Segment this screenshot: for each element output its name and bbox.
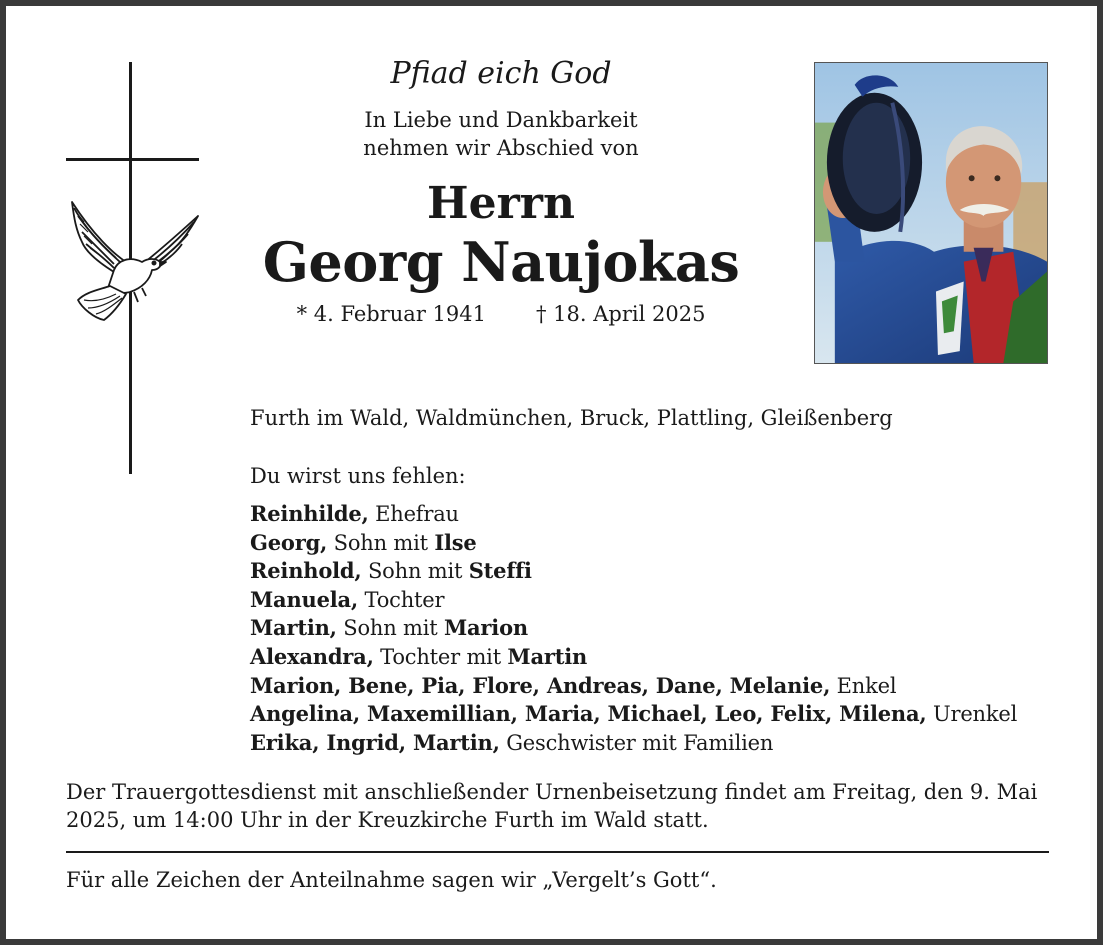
thanks-line: Für alle Zeichen der Anteilnahme sagen wir „Vergelt’s Gott“. xyxy=(66,868,717,892)
missing-line: Du wirst uns fehlen: xyxy=(250,464,466,488)
deceased-name: Georg Naujokas xyxy=(262,230,740,294)
divider xyxy=(66,851,1049,853)
list-item: Martin, Sohn mit Marion xyxy=(250,615,528,641)
list-item: Marion, Bene, Pia, Flore, Andreas, Dane, Melanie, Enkel xyxy=(250,672,897,698)
header-block xyxy=(226,54,776,328)
intro-text xyxy=(226,106,776,162)
list-item: Reinhilde, Ehefrau xyxy=(250,501,459,526)
birth-date: * 4. Februar 1941 xyxy=(296,302,486,326)
salutation: Herrn xyxy=(427,178,575,229)
family-list xyxy=(250,500,1017,757)
places-line: Furth im Wald, Waldmünchen, Bruck, Plattling, Gleißenberg xyxy=(250,406,893,430)
portrait-photo xyxy=(814,62,1048,364)
list-item: Reinhold, Sohn mit Steffi xyxy=(250,558,532,584)
death-date: † 18. April 2025 xyxy=(535,302,706,326)
life-dates xyxy=(226,300,776,328)
list-item: Angelina, Maxemillian, Maria, Michael, Leo, Felix, Milena, Urenkel xyxy=(250,701,1018,727)
intro-line-2: nehmen wir Abschied von xyxy=(363,136,639,160)
intro-line-1: In Liebe und Dankbarkeit xyxy=(364,108,638,132)
list-item: Georg, Sohn mit Ilse xyxy=(250,529,477,555)
service-announcement: Der Trauergottesdienst mit anschließender Urnenbeisetzung findet am Freitag, den 9. Mai 2025, um 14:00 Uhr in der Kreuzkirche Furth im Wald statt. xyxy=(66,780,1038,832)
dove-icon xyxy=(64,196,200,326)
cross-bar xyxy=(66,158,199,161)
list-item: Alexandra, Tochter mit Martin xyxy=(250,643,588,669)
list-item: Erika, Ingrid, Martin, Geschwister mit Familien xyxy=(250,729,774,755)
motto: Pfiad eich God xyxy=(390,56,612,91)
list-item: Manuela, Tochter xyxy=(250,586,445,612)
